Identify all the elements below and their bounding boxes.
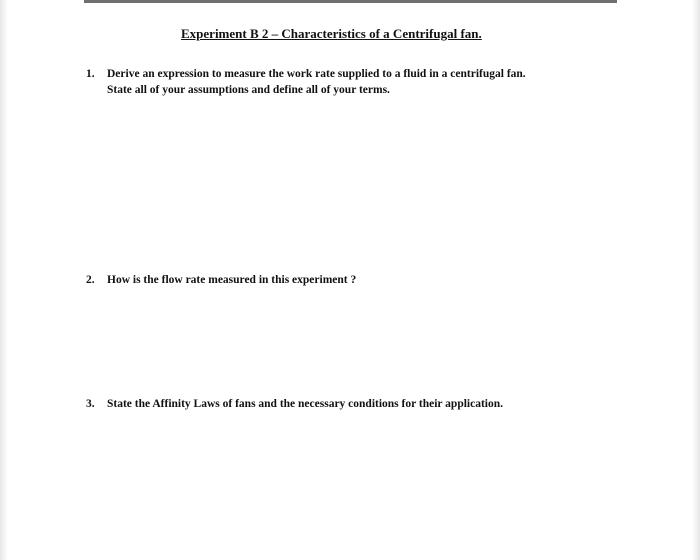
document-title: Experiment B 2 – Characteristics of a Centrifugal fan.	[181, 26, 482, 41]
question-number: 1.	[86, 68, 95, 80]
question-text	[107, 66, 626, 98]
question-text	[107, 272, 626, 288]
question-3	[86, 396, 626, 412]
page-left-shadow	[0, 0, 8, 560]
question-line: State all of your assumptions and define all of your terms.	[107, 84, 390, 96]
question-line: Derive an expression to measure the work rate supplied to a fluid in a centrifugal fan.	[107, 68, 526, 80]
question-2	[86, 272, 626, 288]
question-line: How is the flow rate measured in this experiment ?	[107, 274, 357, 286]
question-line: State the Affinity Laws of fans and the necessary conditions for their application.	[107, 398, 504, 410]
question-text	[107, 396, 626, 412]
question-1	[86, 66, 626, 98]
page-right-shadow	[692, 0, 700, 560]
question-number: 2.	[86, 274, 95, 286]
top-rule	[84, 0, 617, 3]
question-number: 3.	[86, 398, 95, 410]
